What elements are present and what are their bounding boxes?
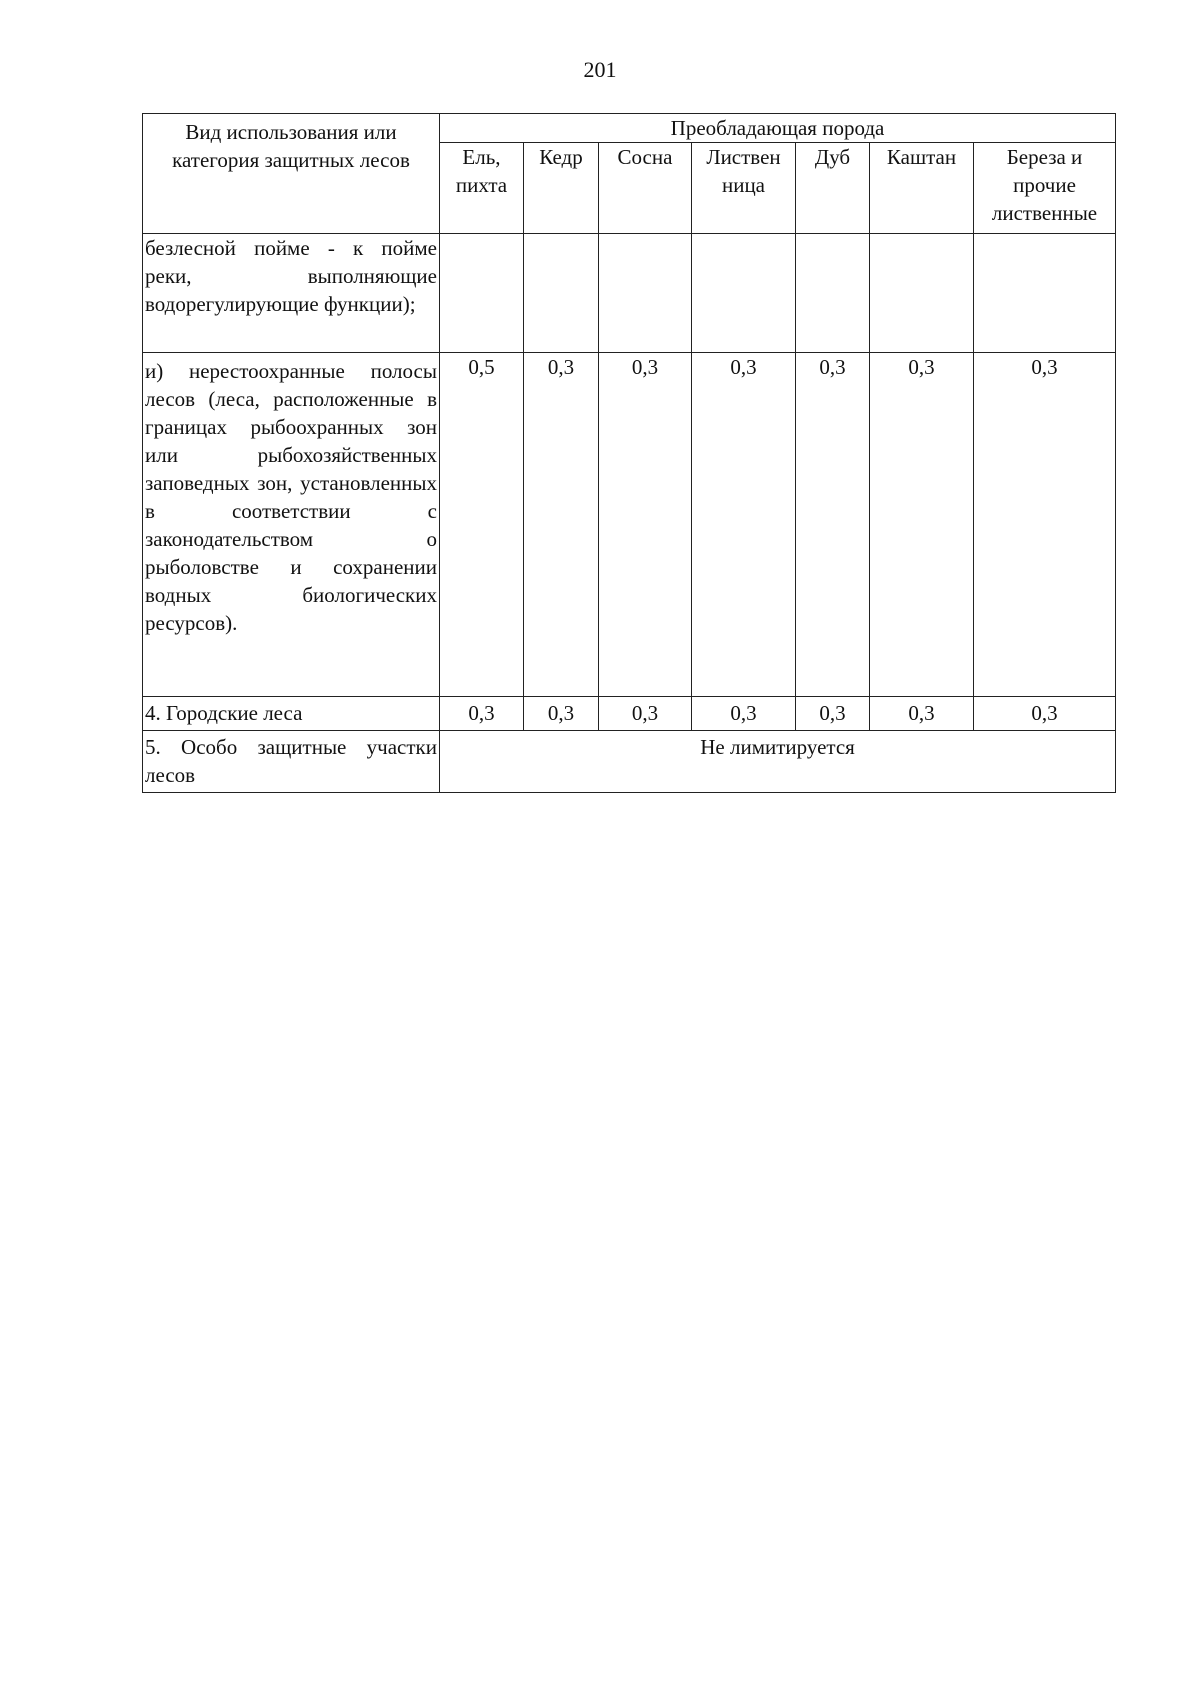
header-use-type: Вид использования или категория защитных лесов	[143, 114, 440, 234]
page-number: 201	[583, 57, 617, 82]
row-value-cell: 0,5	[440, 353, 524, 697]
row-value-cell: 0,3	[974, 353, 1116, 697]
row-value-cell: 0,3	[796, 697, 870, 731]
row-value-cell: 0,3	[974, 697, 1116, 731]
row-value-cell: 0,3	[692, 353, 796, 697]
row-category: и) нерестоохранные полосы лесов (леса, расположенные в границах рыбоохранных зон или рыбохозяйственных заповедных зон, установленных в соответствии с законодательством о рыболовстве и сохранении водных биологических ресурсов).	[143, 353, 440, 697]
header-row-top	[143, 114, 1116, 143]
row-value-cell: 0,3	[692, 697, 796, 731]
row-value-cell: 0,3	[870, 353, 974, 697]
table-row-special-protection	[143, 731, 1116, 793]
row-merged-value: Не лимитируется	[440, 731, 1116, 793]
header-species-group: Преобладающая порода	[440, 114, 1116, 143]
row-value-cell	[524, 234, 599, 353]
row-value-cell	[870, 234, 974, 353]
header-species-larch: Листвен ница	[692, 143, 796, 234]
header-species-oak: Дуб	[796, 143, 870, 234]
row-value-cell: 0,3	[599, 697, 692, 731]
header-species-cedar: Кедр	[524, 143, 599, 234]
row-category: 5. Особо защитные участки лесов	[143, 731, 440, 793]
row-value-cell: 0,3	[440, 697, 524, 731]
row-value-cell: 0,3	[870, 697, 974, 731]
row-value-cell	[692, 234, 796, 353]
row-value-cell: 0,3	[599, 353, 692, 697]
row-category: 4. Городские леса	[143, 697, 440, 731]
header-species-birch-other: Береза и прочие лиственные	[974, 143, 1116, 234]
table-row-urban-forests	[143, 697, 1116, 731]
row-value-cell: 0,3	[796, 353, 870, 697]
row-value-cell	[974, 234, 1116, 353]
row-value-cell	[599, 234, 692, 353]
header-species-spruce-fir: Ель, пихта	[440, 143, 524, 234]
row-value-cell	[440, 234, 524, 353]
table-row-spawning-strips	[143, 353, 1116, 697]
table-row-floodplain	[143, 234, 1116, 353]
row-category: безлесной пойме - к пойме реки, выполняющие водорегулирующие функции);	[143, 234, 440, 353]
row-value-cell	[796, 234, 870, 353]
forest-use-table	[142, 113, 1116, 793]
header-species-chestnut: Каштан	[870, 143, 974, 234]
header-species-pine: Сосна	[599, 143, 692, 234]
row-value-cell: 0,3	[524, 353, 599, 697]
row-value-cell: 0,3	[524, 697, 599, 731]
